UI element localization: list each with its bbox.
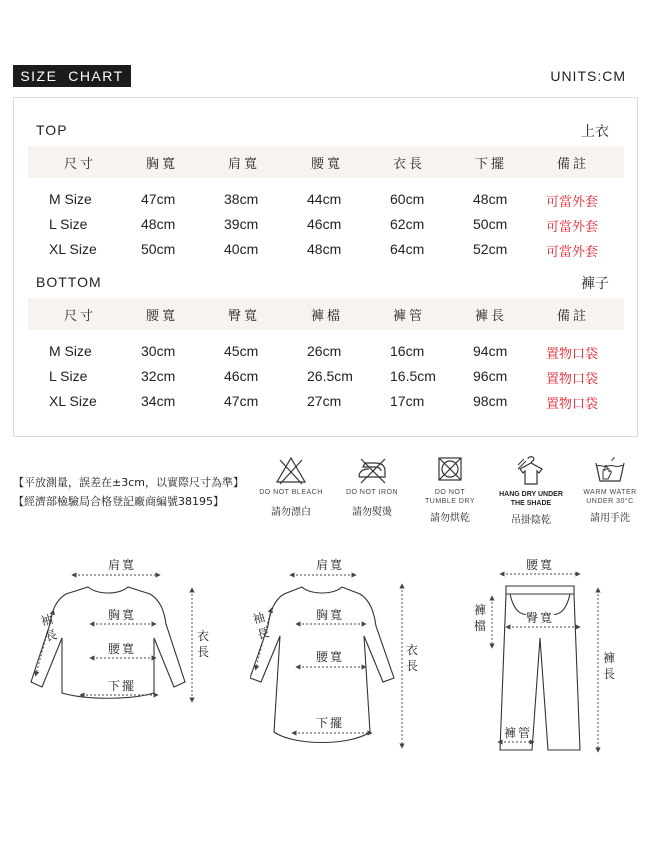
column-header: 備註 (556, 156, 590, 172)
column-header: 臀寬 (227, 308, 261, 324)
waist-label: 腰寬 (526, 558, 555, 572)
column-header: 尺寸 (63, 156, 97, 172)
bottom-section-title: BOTTOM (36, 274, 102, 290)
value-cell: 47cm (141, 191, 176, 207)
size-cell: M Size (49, 343, 92, 359)
column-header: 備註 (556, 308, 590, 324)
value-cell: 16cm (390, 343, 425, 359)
care-label-zh: 請勿熨燙 (352, 507, 392, 518)
value-cell: 96cm (473, 368, 508, 384)
care-item (493, 455, 569, 526)
top-measure-diagram (30, 550, 230, 760)
care-label-en: THE SHADE (510, 500, 552, 507)
care-label-en: DO NOT IRON (345, 489, 399, 496)
value-cell: 98cm (473, 393, 508, 409)
hem-label: 下擺 (108, 679, 137, 693)
note-cell: 置物口袋 (546, 347, 599, 362)
note-cell: 可當外套 (546, 195, 599, 210)
column-header: 褲檔 (310, 308, 344, 324)
length-label: 衣長 (405, 643, 418, 673)
value-cell: 94cm (473, 343, 508, 359)
waist-label: 腰寬 (316, 650, 345, 664)
rise-label: 褲檔 (473, 603, 486, 633)
chest-label: 胸寬 (316, 608, 345, 622)
column-header: 褲管 (392, 308, 426, 324)
no-bleach-icon (274, 455, 308, 485)
value-cell: 48cm (307, 241, 342, 257)
value-cell: 26cm (307, 343, 342, 359)
measure-note: 【平放測量，誤差在±3cm，以實際尺寸為準】 (13, 476, 244, 489)
value-cell: 46cm (307, 216, 342, 232)
pants-measure-diagram (470, 550, 640, 760)
note-cell: 可當外套 (546, 220, 599, 235)
value-cell: 48cm (141, 216, 176, 232)
care-label-zh: 請勿漂白 (271, 507, 311, 518)
value-cell: 40cm (224, 241, 259, 257)
care-label-en: DO NOT (434, 489, 466, 496)
table-row (14, 368, 637, 388)
shoulder-label: 肩寬 (316, 558, 345, 572)
care-label-en: UNDER 30°C (586, 498, 634, 505)
care-label-en: TUMBLE DRY (425, 498, 475, 505)
value-cell: 62cm (390, 216, 425, 232)
note-cell: 置物口袋 (546, 372, 599, 387)
value-cell: 47cm (224, 393, 259, 409)
table-row (14, 343, 637, 363)
dress-measure-diagram (250, 550, 430, 760)
value-cell: 30cm (141, 343, 176, 359)
column-header: 胸寬 (145, 156, 179, 172)
size-cell: L Size (49, 216, 88, 232)
column-header: 肩寬 (227, 156, 261, 172)
column-header: 腰寬 (310, 156, 344, 172)
chest-label: 胸寬 (108, 608, 137, 622)
care-item (416, 455, 484, 524)
top-section-title: TOP (36, 122, 68, 138)
column-header: 下擺 (474, 156, 508, 172)
value-cell: 46cm (224, 368, 259, 384)
value-cell: 45cm (224, 343, 259, 359)
value-cell: 52cm (473, 241, 508, 257)
column-header: 褲長 (474, 308, 508, 324)
top-header-row (28, 146, 624, 178)
column-header: 腰寬 (145, 308, 179, 324)
note-cell: 置物口袋 (546, 397, 599, 412)
value-cell: 32cm (141, 368, 176, 384)
value-cell: 44cm (307, 191, 342, 207)
note-cell: 可當外套 (546, 245, 599, 260)
value-cell: 39cm (224, 216, 259, 232)
care-label-en: HANG DRY UNDER (499, 491, 563, 498)
value-cell: 50cm (141, 241, 176, 257)
value-cell: 64cm (390, 241, 425, 257)
care-label-zh: 請勿烘乾 (430, 513, 470, 524)
value-cell: 60cm (390, 191, 425, 207)
care-label-zh: 吊掛陰乾 (511, 515, 551, 526)
hip-label: 臀寬 (526, 611, 555, 625)
shoulder-label: 肩寬 (108, 558, 137, 572)
top-section-title-zh: 上衣 (581, 124, 609, 140)
hand-wash-icon (593, 455, 627, 485)
care-label-zh: 請用手洗 (590, 513, 630, 524)
no-tumble-dry-icon (433, 455, 467, 485)
hem-label: 下擺 (316, 716, 345, 730)
column-header: 尺寸 (63, 308, 97, 324)
care-item (254, 455, 328, 518)
waist-label: 腰寬 (108, 642, 137, 656)
hang-dry-shade-icon (514, 455, 548, 487)
pants-length-label: 褲長 (602, 651, 615, 681)
value-cell: 26.5cm (307, 368, 353, 384)
table-row (14, 241, 637, 261)
sleeve-label: 袖長 (39, 611, 59, 645)
column-header: 衣長 (392, 156, 426, 172)
bottom-header-row (28, 298, 624, 330)
table-row (14, 393, 637, 413)
value-cell: 16.5cm (390, 368, 436, 384)
care-item (578, 455, 642, 524)
length-label: 衣長 (196, 629, 209, 659)
size-chart-badge: SIZE CHART (13, 65, 131, 87)
bottom-section-title-zh: 褲子 (581, 276, 609, 292)
care-item (336, 455, 408, 518)
value-cell: 17cm (390, 393, 425, 409)
value-cell: 50cm (473, 216, 508, 232)
size-cell: XL Size (49, 241, 97, 257)
sleeve-label: 袖長 (251, 609, 271, 643)
value-cell: 27cm (307, 393, 342, 409)
leg-opening-label: 褲管 (504, 726, 533, 740)
size-cell: XL Size (49, 393, 97, 409)
no-iron-icon (355, 455, 389, 485)
size-table-panel (13, 97, 638, 437)
value-cell: 38cm (224, 191, 259, 207)
units-label: UNITS:CM (550, 68, 626, 84)
registration-note: 【經濟部檢驗局合格登記廠商編號38195】 (13, 495, 224, 508)
care-label-en: DO NOT BLEACH (259, 489, 323, 496)
value-cell: 48cm (473, 191, 508, 207)
size-cell: M Size (49, 191, 92, 207)
size-cell: L Size (49, 368, 88, 384)
table-row (14, 191, 637, 211)
value-cell: 34cm (141, 393, 176, 409)
table-row (14, 216, 637, 236)
care-label-en: WARM WATER (583, 489, 637, 496)
